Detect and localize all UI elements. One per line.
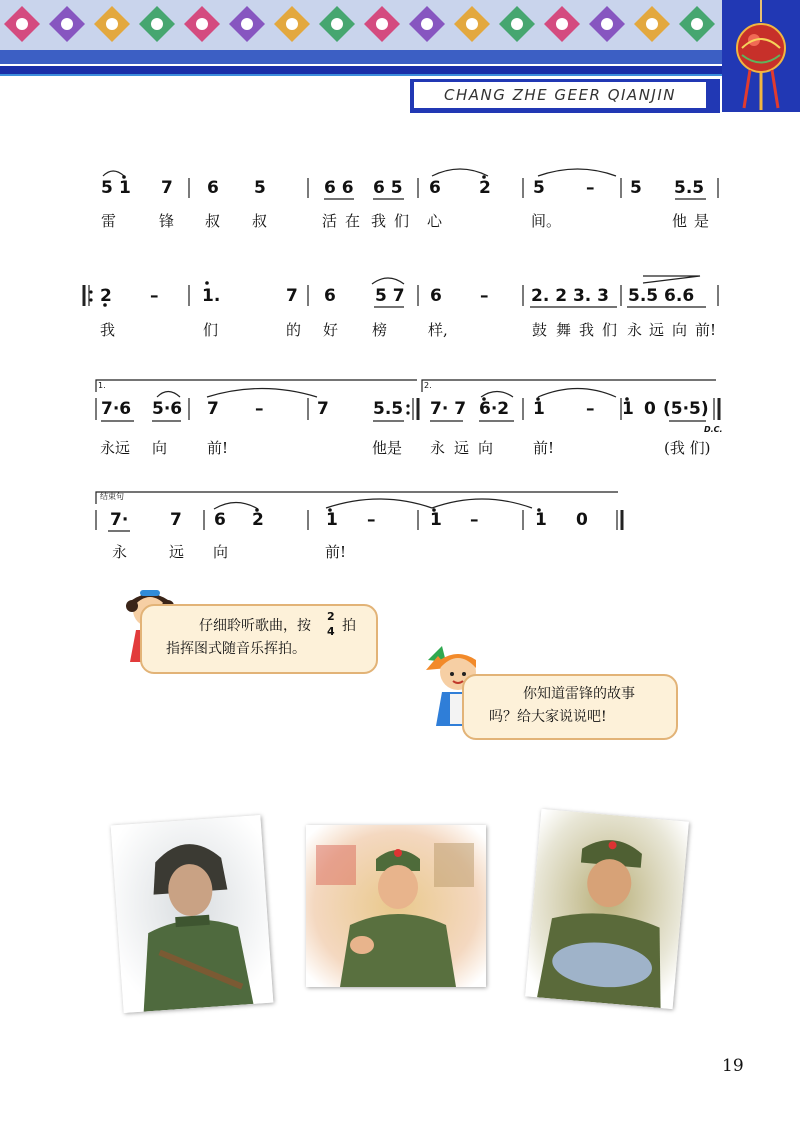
- note: 0: [644, 399, 656, 419]
- note: 6 6: [324, 178, 354, 198]
- note: 5.5 6.6: [628, 286, 695, 306]
- lyric: 向: [213, 543, 229, 561]
- lyric: 叔: [205, 212, 221, 230]
- note: 7·6: [101, 399, 132, 419]
- lyric: 样,: [428, 321, 448, 339]
- lyric: 前!: [207, 439, 229, 457]
- note: 1: [326, 510, 338, 530]
- note: 7·: [110, 510, 129, 530]
- lyric: 叔: [252, 212, 268, 230]
- note: (5·5): [663, 399, 709, 419]
- header-title: CHANG ZHE GEER QIANJIN: [414, 82, 706, 108]
- note: 7: [170, 510, 182, 530]
- lyric: 们: [203, 321, 219, 339]
- lyric: 向: [672, 321, 688, 339]
- note: 6·2: [479, 399, 510, 419]
- note: 6: [214, 510, 226, 530]
- girl-bubble-text-2: 拍: [342, 618, 356, 634]
- lyric: 永: [627, 321, 643, 339]
- time-signature-bottom: 4: [327, 625, 335, 638]
- lyric: 活: [322, 212, 338, 230]
- note: 2. 2 3. 3: [531, 286, 609, 306]
- note: 2: [252, 510, 264, 530]
- note: 5: [533, 178, 545, 198]
- time-signature-top: 2: [327, 610, 335, 623]
- volta-2-label: 2.: [424, 381, 432, 390]
- note: 5: [630, 178, 642, 198]
- lyric: 鼓: [532, 321, 548, 339]
- lyric: 前!: [533, 439, 555, 457]
- note: –: [255, 399, 264, 419]
- note: 7: [317, 399, 329, 419]
- note: 5.5: [674, 178, 705, 198]
- lyric: 他是: [372, 439, 403, 457]
- lyric: 前!: [695, 321, 717, 339]
- lyric: 我: [579, 321, 595, 339]
- note: 1.: [202, 286, 221, 306]
- note: 6: [324, 286, 336, 306]
- lyric: 好: [323, 321, 339, 339]
- lyric: 心: [427, 212, 443, 230]
- lyric: 们: [602, 321, 618, 339]
- lyric: 他: [672, 212, 688, 230]
- note: 6: [207, 178, 219, 198]
- note: 6 5: [373, 178, 403, 198]
- da-capo-mark: D.C.: [704, 425, 723, 434]
- lyric: 永: [112, 543, 128, 561]
- lyric: 是: [694, 212, 710, 230]
- note: 5·6: [152, 399, 183, 419]
- lyric: (我 们): [664, 439, 711, 457]
- lyric: 远: [454, 439, 470, 457]
- note: 5: [254, 178, 266, 198]
- volta-1-label: 1.: [98, 381, 106, 390]
- note: –: [470, 510, 479, 530]
- lyric: 永远: [100, 439, 131, 457]
- lyric: 我: [371, 212, 387, 230]
- note: 5.5: [373, 399, 404, 419]
- note: 6: [430, 286, 442, 306]
- note: 1: [622, 399, 634, 419]
- lyric: 榜: [372, 321, 388, 339]
- note: 0: [576, 510, 588, 530]
- lyric: 舞: [556, 321, 572, 339]
- note: 6: [429, 178, 441, 198]
- lyric: 雷: [101, 212, 117, 230]
- lyric: 向: [152, 439, 168, 457]
- note: 1: [119, 178, 131, 198]
- note: 1: [535, 510, 547, 530]
- note: 7: [161, 178, 173, 198]
- note: 7· 7: [430, 399, 467, 419]
- note: 7: [207, 399, 219, 419]
- boy-bubble-text-1: 你知道雷锋的故事: [523, 686, 635, 702]
- photo-soldier-smiling: [306, 825, 486, 987]
- lyric: 们: [394, 212, 410, 230]
- note: 2: [100, 286, 112, 306]
- girl-bubble-text-3: 指挥图式随音乐挥拍。: [166, 641, 306, 657]
- note: –: [150, 286, 159, 306]
- photo-soldier-winter-hat: [111, 815, 274, 1013]
- lyric: 前!: [325, 543, 347, 561]
- note: 1: [533, 399, 545, 419]
- lyric: 远: [169, 543, 185, 561]
- lyric: 锋: [159, 212, 175, 230]
- lyric: 的: [286, 321, 302, 339]
- note: 1: [430, 510, 442, 530]
- boy-bubble-text-2: 吗？给大家说说吧!: [489, 709, 607, 725]
- note: 7: [286, 286, 298, 306]
- note: –: [367, 510, 376, 530]
- note: 5: [101, 178, 113, 198]
- lyric: 远: [649, 321, 665, 339]
- lyric: 向: [478, 439, 494, 457]
- lyric: 在: [345, 212, 361, 230]
- ending-label: 结束句: [100, 492, 124, 501]
- page-number: 19: [722, 1056, 744, 1076]
- note: –: [480, 286, 489, 306]
- lyric: 间。: [531, 212, 562, 230]
- lyric: 永: [430, 439, 446, 457]
- girl-bubble-text-1: 仔细聆听歌曲，按: [199, 618, 311, 634]
- note: 2: [479, 178, 491, 198]
- photo-soldier-with-laundry: [525, 809, 689, 1009]
- note: –: [586, 178, 595, 198]
- note: 5 7: [375, 286, 405, 306]
- note: –: [586, 399, 595, 419]
- lyric: 我: [100, 321, 116, 339]
